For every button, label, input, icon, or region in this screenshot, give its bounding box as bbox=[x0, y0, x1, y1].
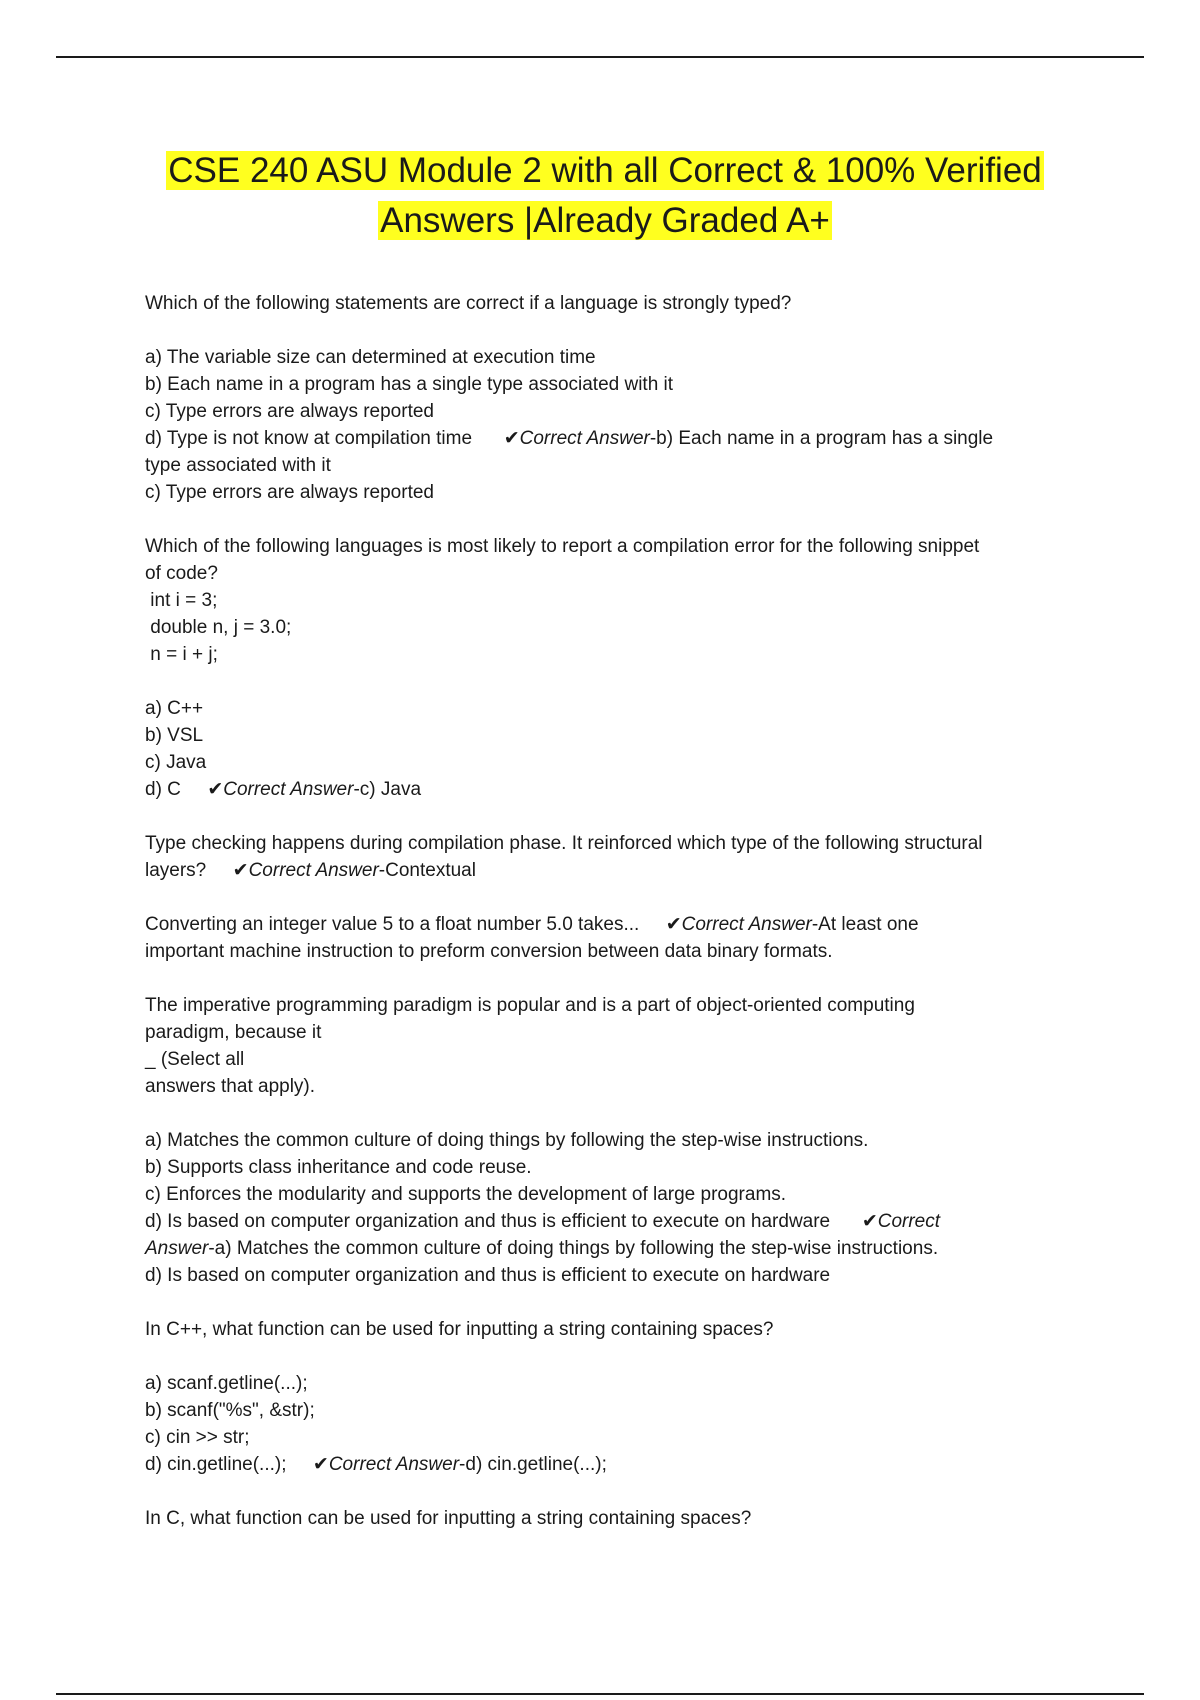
question-stem: answers that apply). bbox=[145, 1076, 316, 1097]
option: c) Enforces the modularity and supports the development of large programs. bbox=[145, 1184, 787, 1205]
option: b) Supports class inheritance and code reuse. bbox=[145, 1157, 532, 1178]
answer-label: Correct Answer bbox=[328, 1454, 460, 1475]
question-2 bbox=[145, 533, 1065, 803]
code-line: double n, j = 3.0; bbox=[145, 617, 292, 638]
answer-text: -b) Each name in a program has a single bbox=[649, 428, 994, 449]
answer-label: Answer bbox=[145, 1238, 209, 1259]
question-stem: The imperative programming paradigm is popular and is a part of object-oriented computing bbox=[145, 995, 915, 1016]
option: c) Type errors are always reported bbox=[145, 401, 434, 422]
bottom-rule bbox=[56, 1693, 1144, 1695]
check-icon: ✔ bbox=[312, 1454, 329, 1475]
option: a) C++ bbox=[145, 698, 204, 719]
code-line: n = i + j; bbox=[145, 644, 218, 665]
question-stem: In C, what function can be used for inputting a string containing spaces? bbox=[145, 1508, 752, 1529]
question-7 bbox=[145, 1505, 1065, 1532]
option: d) Is based on computer organization and thus is efficient to execute on hardware bbox=[145, 1211, 831, 1232]
check-icon: ✔ bbox=[861, 1211, 878, 1232]
document-body bbox=[145, 290, 1065, 1559]
answer-text: -d) cin.getline(...); bbox=[459, 1454, 607, 1475]
question-stem: Which of the following languages is most likely to report a compilation error for the following snippet bbox=[145, 536, 980, 557]
question-stem: _ (Select all bbox=[145, 1049, 245, 1070]
top-rule bbox=[56, 56, 1144, 58]
answer-text: -At least one bbox=[811, 914, 919, 935]
question-stem: Which of the following statements are correct if a language is strongly typed? bbox=[145, 293, 792, 314]
title-line-1: CSE 240 ASU Module 2 with all Correct & 100% Verified bbox=[168, 151, 1042, 190]
check-icon: ✔ bbox=[232, 860, 249, 881]
option-with-answer bbox=[145, 776, 1065, 803]
option: d) C bbox=[145, 779, 181, 800]
answer-label: Correct bbox=[877, 1211, 941, 1232]
option-with-answer bbox=[145, 425, 1065, 452]
answer-line bbox=[145, 1235, 1065, 1262]
option: b) scanf("%s", &str); bbox=[145, 1400, 315, 1421]
question-stem: layers? bbox=[145, 860, 207, 881]
answer-text: c) Type errors are always reported bbox=[145, 482, 434, 503]
option: d) cin.getline(...); bbox=[145, 1454, 287, 1475]
option: b) Each name in a program has a single type associated with it bbox=[145, 374, 674, 395]
answer-label: Correct Answer bbox=[519, 428, 650, 449]
option: a) Matches the common culture of doing things by following the step-wise instructions. bbox=[145, 1130, 869, 1151]
question-stem: of code? bbox=[145, 563, 218, 584]
answer-label: Correct Answer bbox=[248, 860, 379, 881]
document-title bbox=[145, 146, 1065, 246]
answer-text: d) Is based on computer organization and thus is efficient to execute on hardware bbox=[145, 1265, 831, 1286]
option: a) The variable size can determined at execution time bbox=[145, 347, 596, 368]
question-stem: In C++, what function can be used for inputting a string containing spaces? bbox=[145, 1319, 774, 1340]
title-line-2: Answers |Already Graded A+ bbox=[380, 201, 830, 240]
answer-text: -c) Java bbox=[353, 779, 422, 800]
question-stem-with-answer bbox=[145, 857, 1065, 884]
question-6 bbox=[145, 1316, 1065, 1478]
option: d) Type is not know at compilation time bbox=[145, 428, 473, 449]
question-stem: Converting an integer value 5 to a float number 5.0 takes... bbox=[145, 914, 640, 935]
question-stem-with-answer bbox=[145, 911, 1065, 938]
answer-text: type associated with it bbox=[145, 455, 331, 476]
answer-label: Correct Answer bbox=[223, 779, 354, 800]
question-1 bbox=[145, 290, 1065, 506]
option-with-answer bbox=[145, 1451, 1065, 1478]
answer-text: -Contextual bbox=[378, 860, 476, 881]
option: a) scanf.getline(...); bbox=[145, 1373, 308, 1394]
question-4 bbox=[145, 911, 1065, 965]
check-icon: ✔ bbox=[665, 914, 682, 935]
answer-text: -a) Matches the common culture of doing things by following the step-wise instructions. bbox=[208, 1238, 939, 1259]
question-stem: paradigm, because it bbox=[145, 1022, 322, 1043]
answer-text: important machine instruction to preform conversion between data binary formats. bbox=[145, 941, 833, 962]
check-icon: ✔ bbox=[503, 428, 520, 449]
option: c) Java bbox=[145, 752, 207, 773]
question-5 bbox=[145, 992, 1065, 1289]
option: b) VSL bbox=[145, 725, 204, 746]
check-icon: ✔ bbox=[207, 779, 224, 800]
question-3 bbox=[145, 830, 1065, 884]
question-stem: Type checking happens during compilation phase. It reinforced which type of the following structural bbox=[145, 833, 983, 854]
option-with-answer bbox=[145, 1208, 1065, 1235]
code-line: int i = 3; bbox=[145, 590, 218, 611]
answer-label: Correct Answer bbox=[681, 914, 812, 935]
option: c) cin >> str; bbox=[145, 1427, 250, 1448]
